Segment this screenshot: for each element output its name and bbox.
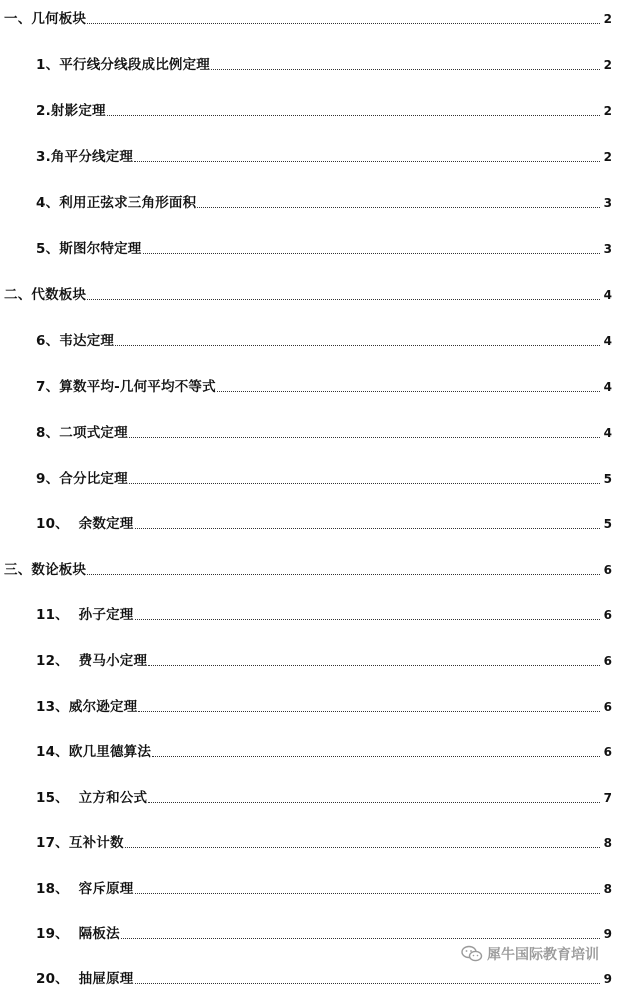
toc-entry-vieta-theorem[interactable] bbox=[36, 328, 612, 350]
toc-entry-chinese-remainder-theorem[interactable] bbox=[36, 602, 612, 624]
toc-dot-leader bbox=[152, 756, 600, 757]
toc-entry-angle-bisector-theorem[interactable] bbox=[36, 144, 612, 166]
toc-page-number: 3 bbox=[603, 242, 612, 256]
toc-entry-title: 10、 余数定理 bbox=[36, 516, 134, 532]
toc-entry-componendo-dividendo[interactable] bbox=[36, 466, 612, 488]
toc-page-number: 2 bbox=[603, 104, 612, 118]
toc-dot-leader bbox=[87, 574, 600, 575]
toc-entry-sine-area[interactable] bbox=[36, 190, 612, 212]
toc-entry-title: 5、斯图尔特定理 bbox=[36, 241, 142, 257]
toc-page-number: 4 bbox=[603, 334, 612, 348]
toc-entry-geometry-section[interactable] bbox=[4, 6, 612, 28]
toc-dot-leader bbox=[87, 299, 600, 300]
toc-page-number: 4 bbox=[603, 288, 612, 302]
toc-dot-leader bbox=[135, 619, 601, 620]
toc-entry-title: 7、算数平均-几何平均不等式 bbox=[36, 379, 216, 395]
toc-page-number: 6 bbox=[603, 654, 612, 668]
watermark bbox=[461, 943, 599, 965]
toc-entry-title: 15、 立方和公式 bbox=[36, 790, 148, 806]
toc-entry-title: 12、 费马小定理 bbox=[36, 653, 148, 669]
toc-entry-title: 2.射影定理 bbox=[36, 103, 106, 119]
toc-entry-euclidean-algorithm[interactable] bbox=[36, 739, 612, 761]
toc-dot-leader bbox=[148, 802, 600, 803]
toc-entry-title: 19、 隔板法 bbox=[36, 926, 120, 942]
toc-dot-leader bbox=[129, 483, 600, 484]
toc-entry-title: 8、二项式定理 bbox=[36, 425, 128, 441]
toc-entry-title: 一、几何板块 bbox=[4, 11, 87, 27]
toc-page-number: 6 bbox=[603, 563, 612, 577]
toc-dot-leader bbox=[87, 23, 600, 24]
toc-entry-title: 14、欧几里德算法 bbox=[36, 744, 152, 760]
toc-entry-title: 3.角平分线定理 bbox=[36, 149, 134, 165]
toc-entry-complementary-counting[interactable] bbox=[36, 830, 612, 852]
toc-entry-projection-theorem[interactable] bbox=[36, 98, 612, 120]
watermark-text: 犀牛国际教育培训 bbox=[487, 947, 599, 963]
toc-entry-stars-and-bars[interactable] bbox=[36, 921, 612, 943]
toc-dot-leader bbox=[135, 983, 601, 984]
toc-entry-title: 20、 抽屉原理 bbox=[36, 971, 134, 987]
toc-dot-leader bbox=[138, 711, 600, 712]
toc-page-number: 8 bbox=[603, 882, 612, 896]
toc-entry-title: 11、 孙子定理 bbox=[36, 607, 134, 623]
toc-dot-leader bbox=[217, 391, 600, 392]
toc-dot-leader bbox=[121, 938, 600, 939]
toc-entry-title: 三、数论板块 bbox=[4, 562, 87, 578]
toc-entry-sum-of-cubes[interactable] bbox=[36, 785, 612, 807]
toc-page-number: 6 bbox=[603, 700, 612, 714]
toc-page-number: 8 bbox=[603, 836, 612, 850]
toc-entry-parallel-lines-theorem[interactable] bbox=[36, 52, 612, 74]
toc-dot-leader bbox=[115, 345, 600, 346]
toc-page-number: 6 bbox=[603, 608, 612, 622]
toc-entry-algebra-section[interactable] bbox=[4, 282, 612, 304]
toc-entry-inclusion-exclusion[interactable] bbox=[36, 876, 612, 898]
toc-entry-title: 二、代数板块 bbox=[4, 287, 87, 303]
toc-dot-leader bbox=[125, 847, 600, 848]
toc-entry-title: 1、平行线分线段成比例定理 bbox=[36, 57, 210, 73]
toc-dot-leader bbox=[135, 893, 601, 894]
toc-entry-am-gm-inequality[interactable] bbox=[36, 374, 612, 396]
toc-page-number: 9 bbox=[603, 972, 612, 986]
toc-entry-title: 17、互补计数 bbox=[36, 835, 124, 851]
toc-page-number: 3 bbox=[603, 196, 612, 210]
toc-entry-number-theory-section[interactable] bbox=[4, 557, 612, 579]
toc-page-number: 6 bbox=[603, 745, 612, 759]
toc-page-number: 9 bbox=[603, 927, 612, 941]
toc-dot-leader bbox=[148, 665, 600, 666]
toc-entry-stewart-theorem[interactable] bbox=[36, 236, 612, 258]
toc-entry-remainder-theorem[interactable] bbox=[36, 511, 612, 533]
toc-page-number: 7 bbox=[603, 791, 612, 805]
toc-entry-fermat-little-theorem[interactable] bbox=[36, 648, 612, 670]
toc-entry-wilson-theorem[interactable] bbox=[36, 694, 612, 716]
toc-dot-leader bbox=[143, 253, 601, 254]
toc-page-number: 2 bbox=[603, 58, 612, 72]
toc-dot-leader bbox=[135, 528, 601, 529]
toc-entry-title: 9、合分比定理 bbox=[36, 471, 128, 487]
wechat-icon bbox=[461, 945, 483, 963]
toc-page-number: 5 bbox=[603, 472, 612, 486]
toc-entry-title: 13、威尔逊定理 bbox=[36, 699, 138, 715]
toc-page-number: 5 bbox=[603, 517, 612, 531]
toc-dot-leader bbox=[134, 161, 600, 162]
toc-dot-leader bbox=[129, 437, 600, 438]
toc-entry-pigeonhole-principle[interactable] bbox=[36, 966, 612, 988]
toc-page-number: 4 bbox=[603, 426, 612, 440]
toc-dot-leader bbox=[197, 207, 600, 208]
toc-dot-leader bbox=[107, 115, 600, 116]
toc-dot-leader bbox=[211, 69, 600, 70]
toc-entry-title: 4、利用正弦求三角形面积 bbox=[36, 195, 197, 211]
toc-entry-title: 6、韦达定理 bbox=[36, 333, 115, 349]
toc-entry-binomial-theorem[interactable] bbox=[36, 420, 612, 442]
toc-page-number: 2 bbox=[603, 12, 612, 26]
toc-entry-title: 18、 容斥原理 bbox=[36, 881, 134, 897]
toc-page-number: 2 bbox=[603, 150, 612, 164]
toc-page-number: 4 bbox=[603, 380, 612, 394]
